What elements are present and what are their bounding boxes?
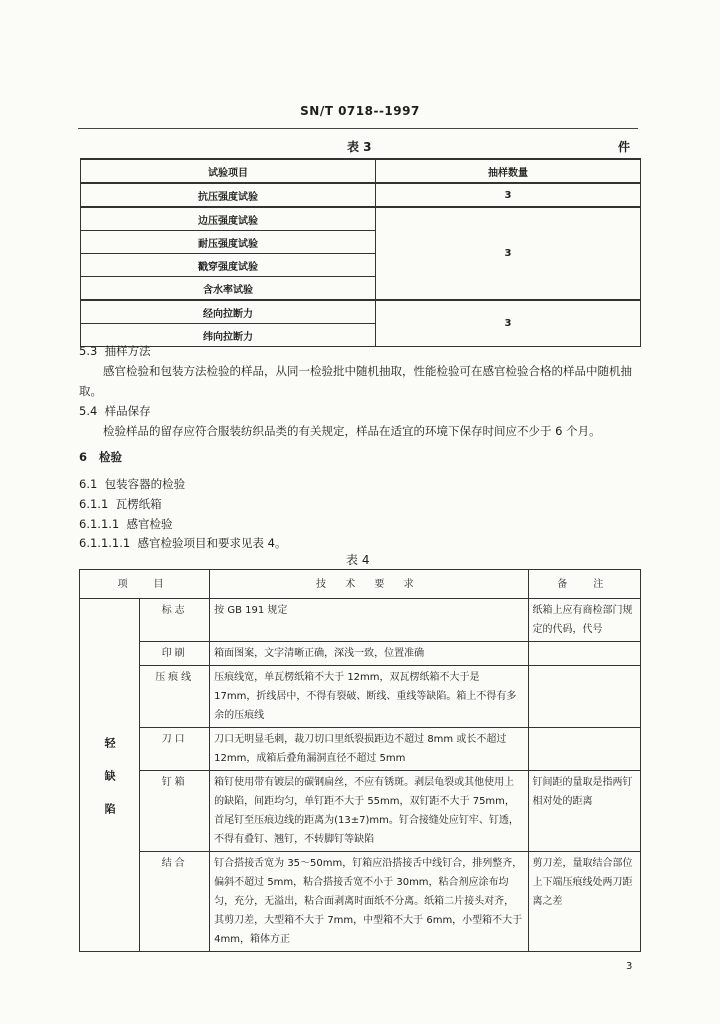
- table3-item: 纬向拉断力: [81, 324, 376, 347]
- table4-head-row: [80, 570, 641, 599]
- table3-unit: 件: [618, 140, 631, 154]
- section-6-1-heading: [79, 474, 185, 494]
- table4-note: [528, 642, 640, 666]
- table4-req: 压痕线宽，单瓦楞纸箱不大于 12mm，双瓦楞纸箱不大于是 17mm，折线居中，不得有裂破、断线、重线等缺陷。箱上不得有多余的压痕线: [210, 666, 528, 728]
- table4-item: 钉箱: [140, 771, 210, 852]
- table3-item: 戳穿强度试验: [81, 254, 376, 277]
- table4-req: 按 GB 191 规定: [210, 599, 528, 642]
- table4-req: 箱面图案，文字清晰正确，深浅一致，位置准确: [210, 642, 528, 666]
- table4-note: [528, 728, 640, 771]
- table4-item: 标志: [140, 599, 210, 642]
- section-title: 检验: [99, 450, 123, 464]
- table-row: [80, 599, 641, 642]
- table-row: [80, 666, 641, 728]
- table4-head-item: 项 目: [80, 570, 210, 599]
- section-6-1-1-1-heading: [79, 514, 173, 534]
- table4-note: 纸箱上应有商检部门规定的代码，代号: [528, 599, 640, 642]
- section-5-3-heading: [79, 341, 151, 361]
- section-number: 6.1: [79, 477, 98, 491]
- table4-item: 刀口: [140, 728, 210, 771]
- section-6-1-1-heading: [79, 494, 162, 514]
- section-number: 6: [79, 450, 88, 464]
- table4-req: 刀口无明显毛刺，裁刀切口里纸裂损距边不超过 8mm 或长不超过 12mm，成箱后叠角漏洞直径不超过 5mm: [210, 728, 528, 771]
- table3-item: 经向拉断力: [81, 300, 376, 324]
- section-title: 感官检验项目和要求见表 4。: [137, 536, 287, 550]
- table3-qty: 3: [376, 300, 641, 347]
- section-6-heading: [79, 447, 122, 467]
- table4-req: 钉合搭接舌宽为 35～50mm，钉箱应沿搭接舌中线钉合，排列整齐，偏斜不超过 5mm，粘合搭接舌宽不小于 30mm，粘合剂应涂布均匀，充分，无溢出，粘合面剥离时面纸不分离。纸箱二片接头对齐，其剪刀差，大型箱不大于 7mm，中型箱不大于 6mm，小型箱不大于 4mm，箱体方正: [210, 852, 528, 952]
- table4-caption: 表 4: [346, 553, 370, 567]
- table4-item: 压痕线: [140, 666, 210, 728]
- section-5-3-text: 感官检验和包装方法检验的样品，从同一检验批中随机抽取，性能检验可在感官检验合格的样品中随机抽取。: [79, 364, 632, 398]
- table4-category: 轻 缺 陷: [80, 599, 140, 952]
- table3-qty: 3: [376, 183, 641, 207]
- table3-item: 耐压强度试验: [81, 231, 376, 254]
- table3-item: 抗压强度试验: [81, 183, 376, 207]
- table-row: [81, 183, 641, 207]
- table-row: [81, 207, 641, 231]
- table3-item: 边压强度试验: [81, 207, 376, 231]
- section-number: 6.1.1.1: [79, 517, 120, 531]
- table3-head-item: 试验项目: [81, 159, 376, 183]
- table4-note: 钉间距的量取是指两钉相对处的距离: [528, 771, 640, 852]
- section-number: 6.1.1.1.1: [79, 536, 131, 550]
- section-6-1-1-1-1-heading: [79, 533, 287, 553]
- table-row: [81, 300, 641, 324]
- section-title: 包装容器的检验: [104, 477, 186, 491]
- table3: [80, 158, 641, 347]
- table3-head-qty: 抽样数量: [376, 159, 641, 183]
- standard-code: SN/T 0718--1997: [300, 104, 420, 118]
- section-title: 瓦楞纸箱: [115, 497, 162, 511]
- table4-note: 剪刀差，量取结合部位上下端压痕线处两刀距离之差: [528, 852, 640, 952]
- table4-head-req: 技 术 要 求: [210, 570, 528, 599]
- table-row: [80, 728, 641, 771]
- header-divider: [78, 128, 638, 129]
- table3-qty: 3: [376, 207, 641, 300]
- page-number: 3: [626, 961, 633, 972]
- section-5-4-heading: [79, 401, 151, 421]
- table4-req: 箱钉使用带有镀层的碳钢扁丝，不应有锈斑。剥层龟裂或其他使用上的缺陷，间距均匀，单钉距不大于 55mm，双钉距不大于 75mm，首尾钉至压痕边线的距离为(13±7)mm。钉合接缝处应钉牢、钉透，不得有叠钉、翘钉，不转脚钉等缺陷: [210, 771, 528, 852]
- table4-head-note: 备 注: [528, 570, 640, 599]
- section-number: 6.1.1: [79, 497, 109, 511]
- table3-caption: 表 3: [347, 140, 372, 154]
- section-number: 5.4: [79, 404, 98, 418]
- section-title: 感官检验: [126, 517, 173, 531]
- table-row: [80, 771, 641, 852]
- section-5-4-text: 检验样品的留存应符合服装纺织品类的有关规定，样品在适宜的环境下保存时间应不少于 6 个月。: [103, 424, 601, 438]
- section-title: 样品保存: [104, 404, 151, 418]
- section-number: 5.3: [79, 344, 98, 358]
- table-row: [80, 642, 641, 666]
- table4: [79, 569, 641, 952]
- table3-head-row: [81, 159, 641, 183]
- table4-note: [528, 666, 640, 728]
- table4-item: 印刷: [140, 642, 210, 666]
- table4-item: 结合: [140, 852, 210, 952]
- table3-item: 含水率试验: [81, 277, 376, 301]
- section-title: 抽样方法: [104, 344, 151, 358]
- table-row: [80, 852, 641, 952]
